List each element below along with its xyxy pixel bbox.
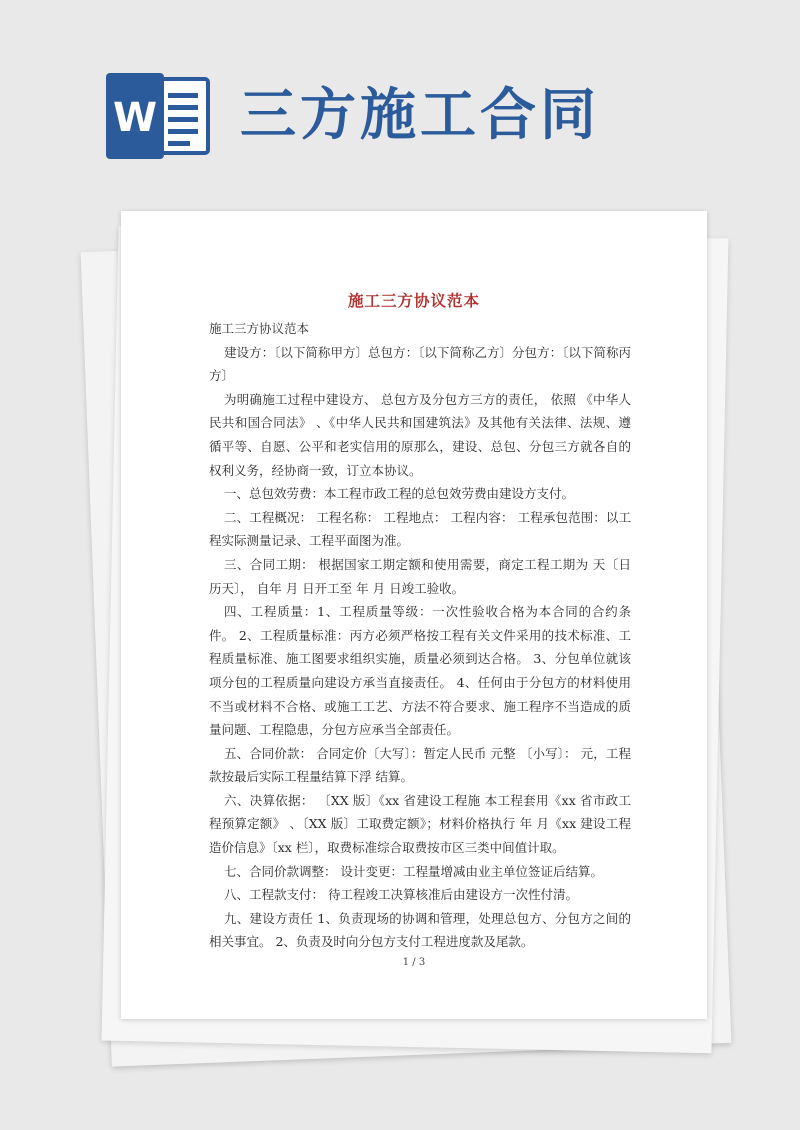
paragraph: 二、工程概况： 工程名称： 工程地点： 工程内容： 工程承包范围：以工程实际测量记录、工程平面图为准。 xyxy=(209,509,631,549)
svg-text:W: W xyxy=(112,95,158,141)
paragraph: 施工三方协议范本 xyxy=(209,321,310,336)
document-body xyxy=(209,317,631,954)
paragraph: 一、总包效劳费：本工程市政工程的总包效劳费由建设方支付。 xyxy=(224,486,575,502)
document-title: 施工三方协议范本 xyxy=(347,291,480,310)
paragraph: 建设方：〔以下简称甲方〕总包方：〔以下简称乙方〕分包方：〔以下简称丙方〕 xyxy=(209,344,631,384)
page-number: 1 / 3 xyxy=(402,957,426,968)
paragraph: 四、工程质量：1、工程质量等级：一次性验收合格为本合同的合约条件。 2、工程质量标准：丙方必须严格按工程有关文件采用的技术标准、工程质量标准、施工图要求组织实施，质量必须到达合格。 3、分包单位就该项分包的工程质量向建设方承当直接责任。 4、任何由于分包方的材料使用不当或材料不合格、或施工工艺、方法不符合要求、施工程序不当造成的质量问题、工程隐患，分包方应承当全部责任。 xyxy=(209,604,631,738)
banner xyxy=(0,0,800,200)
paragraph: 七、合同价款调整： 设计变更：工程量增减由业主单位签证后结算。 xyxy=(224,863,603,879)
banner-title: 三方施工合同 xyxy=(240,83,600,148)
paragraph: 九、建设方责任 1、负责现场的协调和管理，处理总包方、分包方之间的相关事宜。 2、负责及时向分包方支付工程进度款及尾款。 xyxy=(209,910,631,950)
paragraph: 三、合同工期： 根据国家工期定额和使用需要，商定工程工期为 天〔日历天〕， 自年 月 日开工至 年 月 日竣工验收。 xyxy=(209,556,631,596)
word-document-icon xyxy=(106,73,214,159)
document-page xyxy=(121,211,707,1019)
paragraph: 为明确施工过程中建设方、 总包方及分包方三方的责任， 依照 《中华人民共和国合同法》 、《中华人民共和国建筑法》及其他有关法律、法规、遵循平等、自愿、公平和老实信用的原那么，建设、总包、分包三方就各自的权利义务，经协商一致，订立本协议。 xyxy=(209,391,631,478)
paragraph: 五、合同价款： 合同定价〔大写〕：暂定人民币 元整 〔小写〕： 元，工程款按最后实际工程量结算下浮 结算。 xyxy=(209,745,631,785)
paragraph: 八、工程款支付： 待工程竣工决算核准后由建设方一次性付清。 xyxy=(224,887,578,903)
paragraph: 六、决算依据： 〔XX 版〕《xx 省建设工程施 本工程套用《xx 省市政工程预算定额》 、〔XX 版〕工取费定额》；材料价格执行 年 月《xx 建设工程造价信息》〔xx 栏〕，取费标准综合取费按市区三类中间值计取。 xyxy=(209,792,631,856)
